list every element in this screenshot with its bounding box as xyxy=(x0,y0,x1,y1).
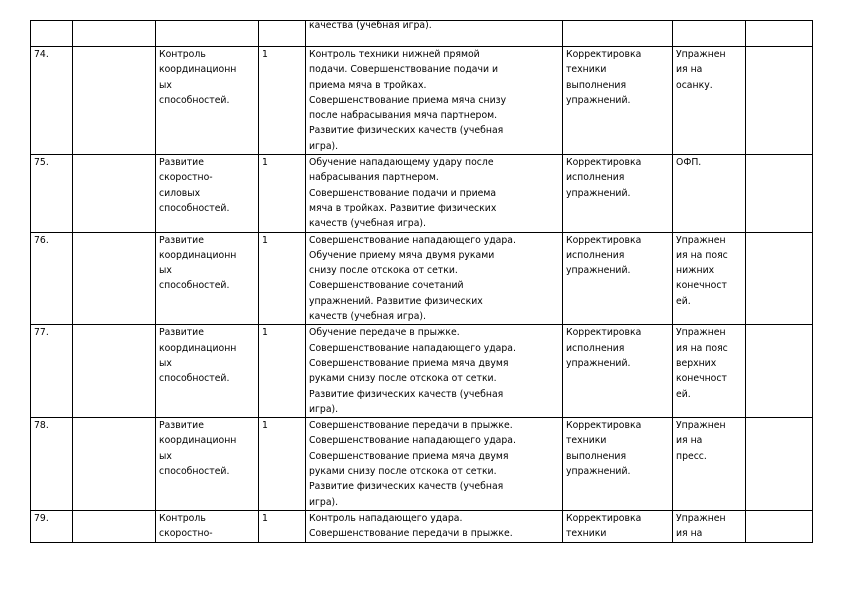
lesson-homework-cell xyxy=(673,21,746,47)
table-row xyxy=(31,232,813,325)
lesson-correction-cell: Корректировка техники xyxy=(563,510,673,542)
lesson-hours-cell: 1 xyxy=(259,155,306,232)
lesson-date-cell xyxy=(73,232,156,325)
lesson-content-cell: Обучение передаче в прыжке. Совершенствование нападающего удара. Совершенствование приема мяча двумя руками снизу после отскока от сетки. Развитие физических качеств (учебная игра). xyxy=(306,325,563,418)
lesson-number-cell: 74. xyxy=(31,47,73,155)
lesson-correction-cell: Корректировка исполнения упражнений. xyxy=(563,232,673,325)
lesson-note-cell xyxy=(746,21,813,47)
lesson-note-cell xyxy=(746,510,813,542)
lesson-hours-cell: 1 xyxy=(259,325,306,418)
lesson-correction-cell xyxy=(563,21,673,47)
lesson-date-cell xyxy=(73,325,156,418)
lesson-number-cell: 77. xyxy=(31,325,73,418)
lesson-correction-cell: Корректировка исполнения упражнений. xyxy=(563,325,673,418)
lesson-date-cell xyxy=(73,155,156,232)
lesson-topic-cell: Развитие координационн ых способностей. xyxy=(156,325,259,418)
lesson-topic-cell: Развитие скоростно- силовых способностей. xyxy=(156,155,259,232)
lesson-note-cell xyxy=(746,232,813,325)
lesson-date-cell xyxy=(73,418,156,511)
lesson-note-cell xyxy=(746,418,813,511)
lesson-date-cell xyxy=(73,47,156,155)
lesson-number-cell xyxy=(31,21,73,47)
lesson-topic-cell: Контроль скоростно- xyxy=(156,510,259,542)
lesson-number-cell: 78. xyxy=(31,418,73,511)
table-row xyxy=(31,325,813,418)
lesson-note-cell xyxy=(746,47,813,155)
lesson-plan-table xyxy=(30,20,813,543)
table-row xyxy=(31,21,813,47)
lesson-homework-cell: ОФП. xyxy=(673,155,746,232)
lesson-correction-cell: Корректировка техники выполнения упражнений. xyxy=(563,47,673,155)
lesson-correction-cell: Корректировка техники выполнения упражнений. xyxy=(563,418,673,511)
lesson-content-cell: Контроль техники нижней прямой подачи. Совершенствование подачи и приема мяча в тройках. Совершенствование приема мяча снизу после набрасывания мяча партнером. Развитие физических качеств (учебная игра). xyxy=(306,47,563,155)
lesson-hours-cell: 1 xyxy=(259,418,306,511)
table-row xyxy=(31,510,813,542)
table-row xyxy=(31,155,813,232)
lesson-homework-cell: Упражнен ия на осанку. xyxy=(673,47,746,155)
lesson-content-cell: Контроль нападающего удара. Совершенствование передачи в прыжке. xyxy=(306,510,563,542)
lesson-homework-cell: Упражнен ия на пресс. xyxy=(673,418,746,511)
lesson-topic-cell: Развитие координационн ых способностей. xyxy=(156,232,259,325)
lesson-content-cell: Совершенствование передачи в прыжке. Совершенствование нападающего удара. Совершенствование приема мяча двумя руками снизу после отскока от сетки. Развитие физических качеств (учебная игра). xyxy=(306,418,563,511)
lesson-number-cell: 79. xyxy=(31,510,73,542)
lesson-content-cell: качества (учебная игра). xyxy=(306,21,563,47)
lesson-date-cell xyxy=(73,510,156,542)
lesson-hours-cell: 1 xyxy=(259,232,306,325)
lesson-number-cell: 75. xyxy=(31,155,73,232)
lesson-homework-cell: Упражнен ия на пояс нижних конечност ей. xyxy=(673,232,746,325)
lesson-note-cell xyxy=(746,155,813,232)
lesson-hours-cell: 1 xyxy=(259,47,306,155)
lesson-date-cell xyxy=(73,21,156,47)
lesson-note-cell xyxy=(746,325,813,418)
lesson-content-cell: Совершенствование нападающего удара. Обучение приему мяча двумя руками снизу после отскока от сетки. Совершенствование сочетаний упражнений. Развитие физических качеств (учебная игра). xyxy=(306,232,563,325)
lesson-homework-cell: Упражнен ия на пояс верхних конечност ей. xyxy=(673,325,746,418)
lesson-topic-cell xyxy=(156,21,259,47)
lesson-number-cell: 76. xyxy=(31,232,73,325)
lesson-topic-cell: Контроль координационн ых способностей. xyxy=(156,47,259,155)
lesson-correction-cell: Корректировка исполнения упражнений. xyxy=(563,155,673,232)
table-row xyxy=(31,47,813,155)
lesson-hours-cell xyxy=(259,21,306,47)
lesson-homework-cell: Упражнен ия на xyxy=(673,510,746,542)
table-row xyxy=(31,418,813,511)
lesson-topic-cell: Развитие координационн ых способностей. xyxy=(156,418,259,511)
lesson-hours-cell: 1 xyxy=(259,510,306,542)
lesson-content-cell: Обучение нападающему удару после набрасывания партнером. Совершенствование подачи и приема мяча в тройках. Развитие физических качеств (учебная игра). xyxy=(306,155,563,232)
lesson-plan-body xyxy=(31,21,813,543)
